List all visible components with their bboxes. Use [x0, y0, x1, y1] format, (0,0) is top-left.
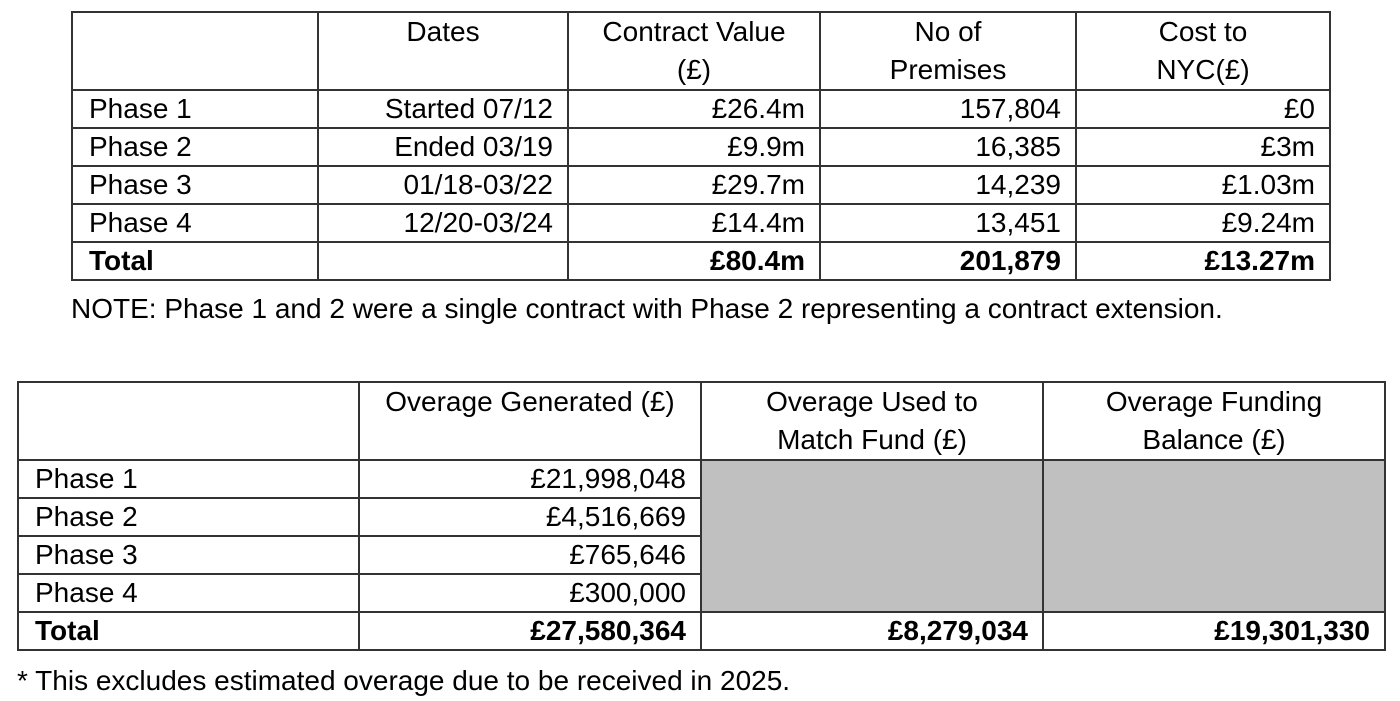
dates-cell: 01/18-03/22 [318, 166, 568, 204]
phase-label: Phase 2 [72, 128, 318, 166]
premises-cell: 157,804 [820, 90, 1076, 128]
shaded-cell [701, 460, 1043, 612]
header-overage-balance: Overage Funding Balance (£) [1043, 382, 1385, 460]
header-blank [72, 12, 318, 90]
table-header-row [18, 382, 1385, 460]
premises-cell: 13,451 [820, 204, 1076, 242]
phase-label: Phase 2 [18, 498, 359, 536]
total-label: Total [72, 242, 318, 280]
overage-generated-cell: £4,516,669 [359, 498, 701, 536]
total-overage-used: £8,279,034 [701, 612, 1043, 650]
phase-label: Phase 3 [18, 536, 359, 574]
total-overage-balance: £19,301,330 [1043, 612, 1385, 650]
header-overage-generated: Overage Generated (£) [359, 382, 701, 460]
overage-generated-cell: £300,000 [359, 574, 701, 612]
total-cost: £13.27m [1076, 242, 1330, 280]
total-overage-generated: £27,580,364 [359, 612, 701, 650]
overage-footnote: * This excludes estimated overage due to be received in 2025. [17, 665, 791, 696]
table-header-row [72, 12, 1330, 90]
total-contract-value: £80.4m [568, 242, 820, 280]
header-blank [18, 382, 359, 460]
premises-cell: 14,239 [820, 166, 1076, 204]
dates-cell: 12/20-03/24 [318, 204, 568, 242]
header-cost: Cost to NYC(£) [1076, 12, 1330, 90]
table-row [72, 128, 1330, 166]
total-row [72, 242, 1330, 280]
header-overage-used: Overage Used to Match Fund (£) [701, 382, 1043, 460]
cost-cell: £1.03m [1076, 166, 1330, 204]
contract-value-cell: £14.4m [568, 204, 820, 242]
contract-value-cell: £9.9m [568, 128, 820, 166]
header-dates: Dates [318, 12, 568, 90]
dates-cell: Ended 03/19 [318, 128, 568, 166]
premises-cell: 16,385 [820, 128, 1076, 166]
table-row [18, 460, 1385, 498]
cost-cell: £9.24m [1076, 204, 1330, 242]
overage-generated-cell: £21,998,048 [359, 460, 701, 498]
contract-value-cell: £29.7m [568, 166, 820, 204]
shaded-cell [1043, 460, 1385, 612]
phase-label: Phase 4 [18, 574, 359, 612]
dates-cell: Started 07/12 [318, 90, 568, 128]
contract-note: NOTE: Phase 1 and 2 were a single contract with Phase 2 representing a contract extension. [71, 293, 1223, 324]
phase-label: Phase 1 [18, 460, 359, 498]
contract-phases-table [71, 11, 1331, 281]
cost-cell: £0 [1076, 90, 1330, 128]
phase-label: Phase 3 [72, 166, 318, 204]
contract-value-cell: £26.4m [568, 90, 820, 128]
overage-table [17, 381, 1386, 651]
table-row [72, 90, 1330, 128]
cost-cell: £3m [1076, 128, 1330, 166]
header-contract-value: Contract Value (£) [568, 12, 820, 90]
overage-generated-cell: £765,646 [359, 536, 701, 574]
phase-label: Phase 1 [72, 90, 318, 128]
total-dates-cell [318, 242, 568, 280]
phase-label: Phase 4 [72, 204, 318, 242]
table-row [72, 166, 1330, 204]
header-premises: No of Premises [820, 12, 1076, 90]
total-label: Total [18, 612, 359, 650]
total-premises: 201,879 [820, 242, 1076, 280]
total-row [18, 612, 1385, 650]
table-row [72, 204, 1330, 242]
